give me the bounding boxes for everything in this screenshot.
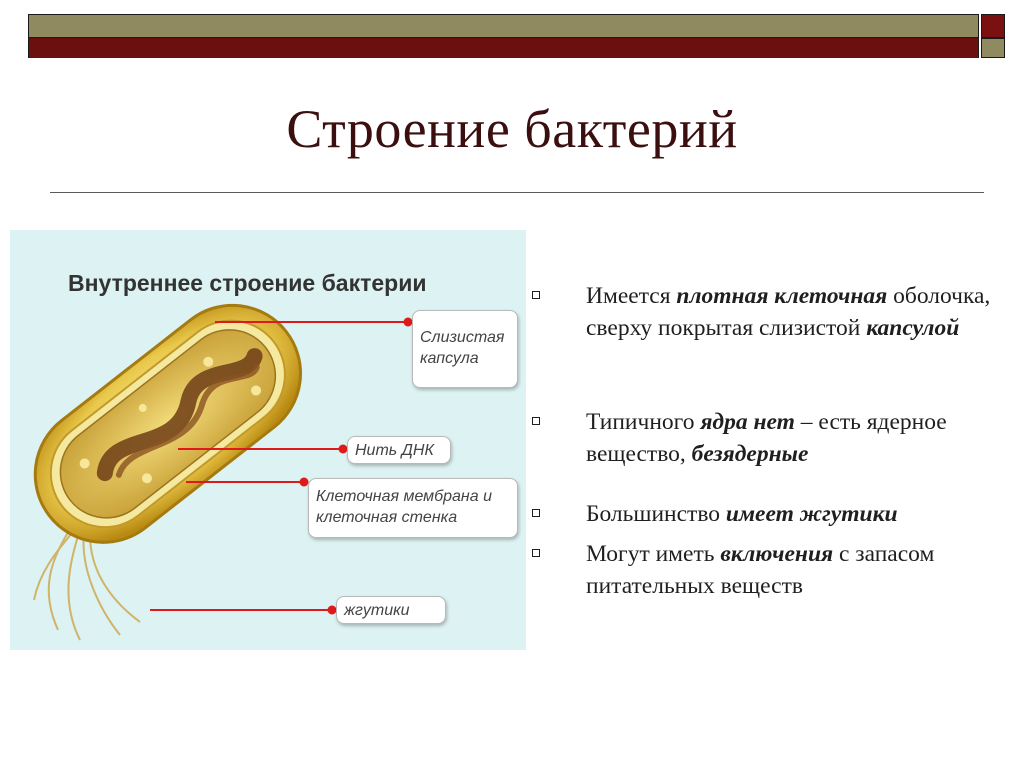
square-bullet-icon [532, 417, 540, 425]
header-corner-square-bottom [981, 38, 1005, 58]
header-corner-square-top [981, 14, 1005, 38]
bullet-text: Имеется плотная клеточная оболочка, сверху покрытая слизистой капсулой [586, 283, 991, 341]
header-bar [28, 14, 979, 58]
header-olive-stripe [29, 15, 978, 37]
bacterium-diagram [10, 230, 526, 650]
bullet-text: Могут иметь включения с запасом питательных веществ [586, 541, 935, 599]
label-dna: Нить ДНК [347, 436, 451, 464]
label-flagella: жгутики [336, 596, 446, 624]
square-bullet-icon [532, 549, 540, 557]
square-bullet-icon [532, 509, 540, 517]
diagram-heading: Внутреннее строение бактерии [68, 270, 427, 296]
square-bullet-icon [532, 291, 540, 299]
label-capsule-line2: капсула [420, 350, 479, 367]
flagella [34, 526, 140, 640]
label-membrane-line1: Клеточная мембрана и [316, 488, 492, 505]
page-title: Строение бактерий [286, 99, 738, 159]
label-membrane-line2: клеточная стенка [316, 509, 458, 526]
bullet-text: Типичного ядра нет – есть ядерное вещество, безядерные [586, 409, 947, 467]
header-maroon-stripe [29, 37, 978, 58]
bullet-text: Большинство имеет жгутики [586, 501, 898, 527]
label-capsule [412, 310, 518, 388]
label-capsule-line1: Слизистая [420, 329, 505, 346]
title-divider [50, 192, 984, 193]
label-membrane [308, 478, 518, 538]
